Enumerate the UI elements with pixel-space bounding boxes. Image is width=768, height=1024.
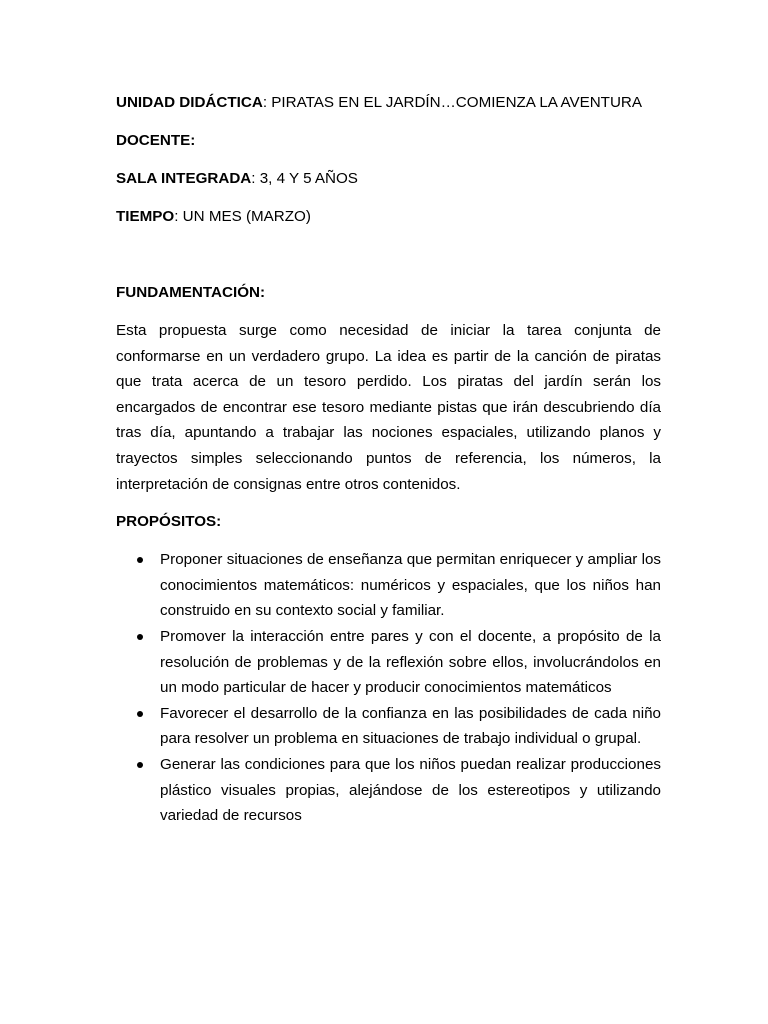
unidad-didactica-value: : PIRATAS EN EL JARDÍN…COMIENZA LA AVENTURA — [262, 94, 643, 111]
list-item — [116, 701, 661, 752]
sala-integrada-line — [116, 168, 661, 190]
document-content — [116, 92, 661, 829]
tiempo-value: : UN MES (MARZO) — [174, 208, 311, 225]
tiempo-line — [116, 206, 661, 228]
unidad-didactica-line — [116, 92, 661, 114]
section-spacer — [116, 244, 661, 282]
bullet-icon — [137, 762, 143, 768]
docente-line — [116, 130, 661, 152]
list-item — [116, 752, 661, 829]
propositos-list — [116, 547, 661, 829]
bullet-icon — [137, 634, 143, 640]
list-item — [116, 624, 661, 701]
bullet-icon — [137, 557, 143, 563]
sala-integrada-label: SALA INTEGRADA — [116, 170, 252, 187]
sala-integrada-value: : 3, 4 Y 5 AÑOS — [251, 170, 358, 187]
list-item-text: Promover la interacción entre pares y con el docente, a propósito de la resolución de problemas y de la reflexión sobre ellos, involucrándolos en un modo particular de hacer y producir conocimientos matemáticos — [160, 627, 661, 697]
fundamentacion-heading: FUNDAMENTACIÓN: — [116, 284, 266, 301]
list-item-text: Proponer situaciones de enseñanza que permitan enriquecer y ampliar los conocimientos matemáticos: numéricos y espaciales, que los niños han construido en su contexto social y familiar. — [160, 551, 661, 620]
fundamentacion-paragraph: Esta propuesta surge como necesidad de iniciar la tarea conjunta de conformarse en un verdadero grupo. La idea es partir de la canción de piratas que trata acerca de un tesoro perdido. Los piratas del jardín serán los encargados de encontrar ese tesoro mediante pistas que irán descubriendo día tras día, apuntando a trabajar las nociones espaciales, utilizando planos y trayectos simples seleccionando puntos de referencia, los números, la interpretación de consignas entre otros contenidos. — [116, 322, 661, 493]
bullet-icon — [137, 711, 143, 717]
list-item-text: Generar las condiciones para que los niños puedan realizar producciones plástico visuales propias, alejándose de los estereotipos y utilizando variedad de recursos — [160, 755, 661, 825]
list-item — [116, 547, 661, 624]
unidad-didactica-label: UNIDAD DIDÁCTICA — [116, 94, 263, 111]
docente-label: DOCENTE: — [116, 132, 196, 149]
propositos-heading: PROPÓSITOS: — [116, 513, 222, 531]
tiempo-label: TIEMPO — [116, 208, 175, 225]
list-item-text: Favorecer el desarrollo de la confianza en las posibilidades de cada niño para resolver un problema en situaciones de trabajo individual o grupal. — [160, 704, 661, 748]
